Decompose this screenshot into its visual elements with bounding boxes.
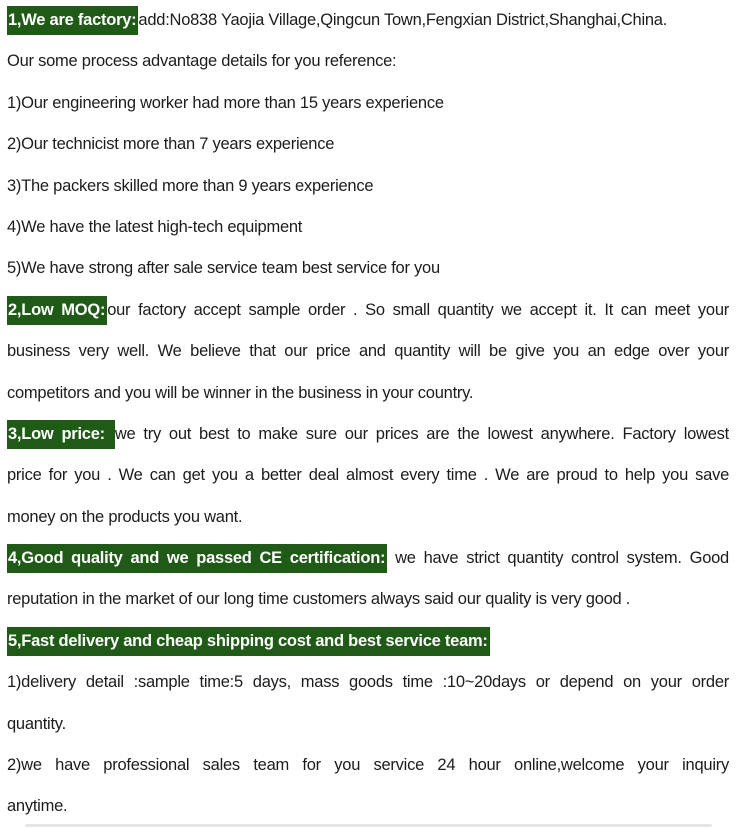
section-heading-highlight: 2,Low MOQ: xyxy=(7,296,107,325)
text-segment: reputation in the market of our long time customers always said our quality is very good . xyxy=(7,590,631,609)
text-segment: add:No838 Yaojia Village,Qingcun Town,Fengxian District,Shanghai,China. xyxy=(138,11,668,29)
text-segment: 2)Our technicist more than 7 years experience xyxy=(7,135,335,154)
section-heading-highlight: 3,Low price: xyxy=(7,420,115,449)
text-line xyxy=(7,0,729,41)
text-line xyxy=(7,373,729,414)
text-segment: we try out best to make sure our prices are the lowest anywhere. Factory lowest xyxy=(114,424,729,443)
text-segment: anytime. xyxy=(7,797,68,816)
section-heading-highlight: 5,Fast delivery and cheap shipping cost and best service team: xyxy=(7,627,490,656)
text-segment: our factory accept sample order . So small quantity we accept it. It can meet your xyxy=(107,300,729,319)
text-segment: 1)delivery detail :sample time:5 days, mass goods time :10~20days or depend on your order xyxy=(7,673,729,692)
text-line xyxy=(7,579,729,620)
text-line xyxy=(7,786,729,827)
text-segment: competitors and you will be winner in the business in your country. xyxy=(7,383,474,402)
text-line xyxy=(7,455,729,496)
text-line xyxy=(7,207,729,248)
text-line xyxy=(7,704,729,745)
text-segment: 3)The packers skilled more than 9 years experience xyxy=(7,176,374,195)
text-line xyxy=(7,290,729,331)
text-segment: 5)We have strong after sale service team best service for you xyxy=(7,259,440,278)
section-heading-highlight: 1,We are factory: xyxy=(7,6,138,35)
page-bottom-divider xyxy=(25,824,712,827)
text-line xyxy=(7,83,729,124)
text-segment: money on the products you want. xyxy=(7,507,243,526)
text-line xyxy=(7,745,729,786)
text-segment: 4)We have the latest high-tech equipment xyxy=(7,217,303,236)
text-line xyxy=(7,497,729,538)
text-segment: quantity. xyxy=(7,714,66,733)
text-line xyxy=(7,621,729,662)
text-segment: we have strict quantity control system. Good xyxy=(387,549,729,568)
text-line xyxy=(7,538,729,579)
text-line xyxy=(7,124,729,165)
text-segment: Our some process advantage details for you reference: xyxy=(7,52,397,71)
text-segment: 1)Our engineering worker had more than 15 years experience xyxy=(7,93,444,112)
text-line xyxy=(7,331,729,372)
section-heading-highlight: 4,Good quality and we passed CE certification: xyxy=(7,544,387,573)
text-segment: 2)we have professional sales team for you service 24 hour online,welcome your inquiry xyxy=(7,756,729,775)
text-line xyxy=(7,248,729,289)
text-line xyxy=(7,414,729,455)
text-segment: price for you . We can get you a better deal almost every time . We are proud to help you save xyxy=(7,466,729,485)
text-line xyxy=(7,41,729,82)
text-line xyxy=(7,662,729,703)
text-line xyxy=(7,166,729,207)
text-segment: business very well. We believe that our price and quantity will be give you an edge over your xyxy=(7,342,729,361)
